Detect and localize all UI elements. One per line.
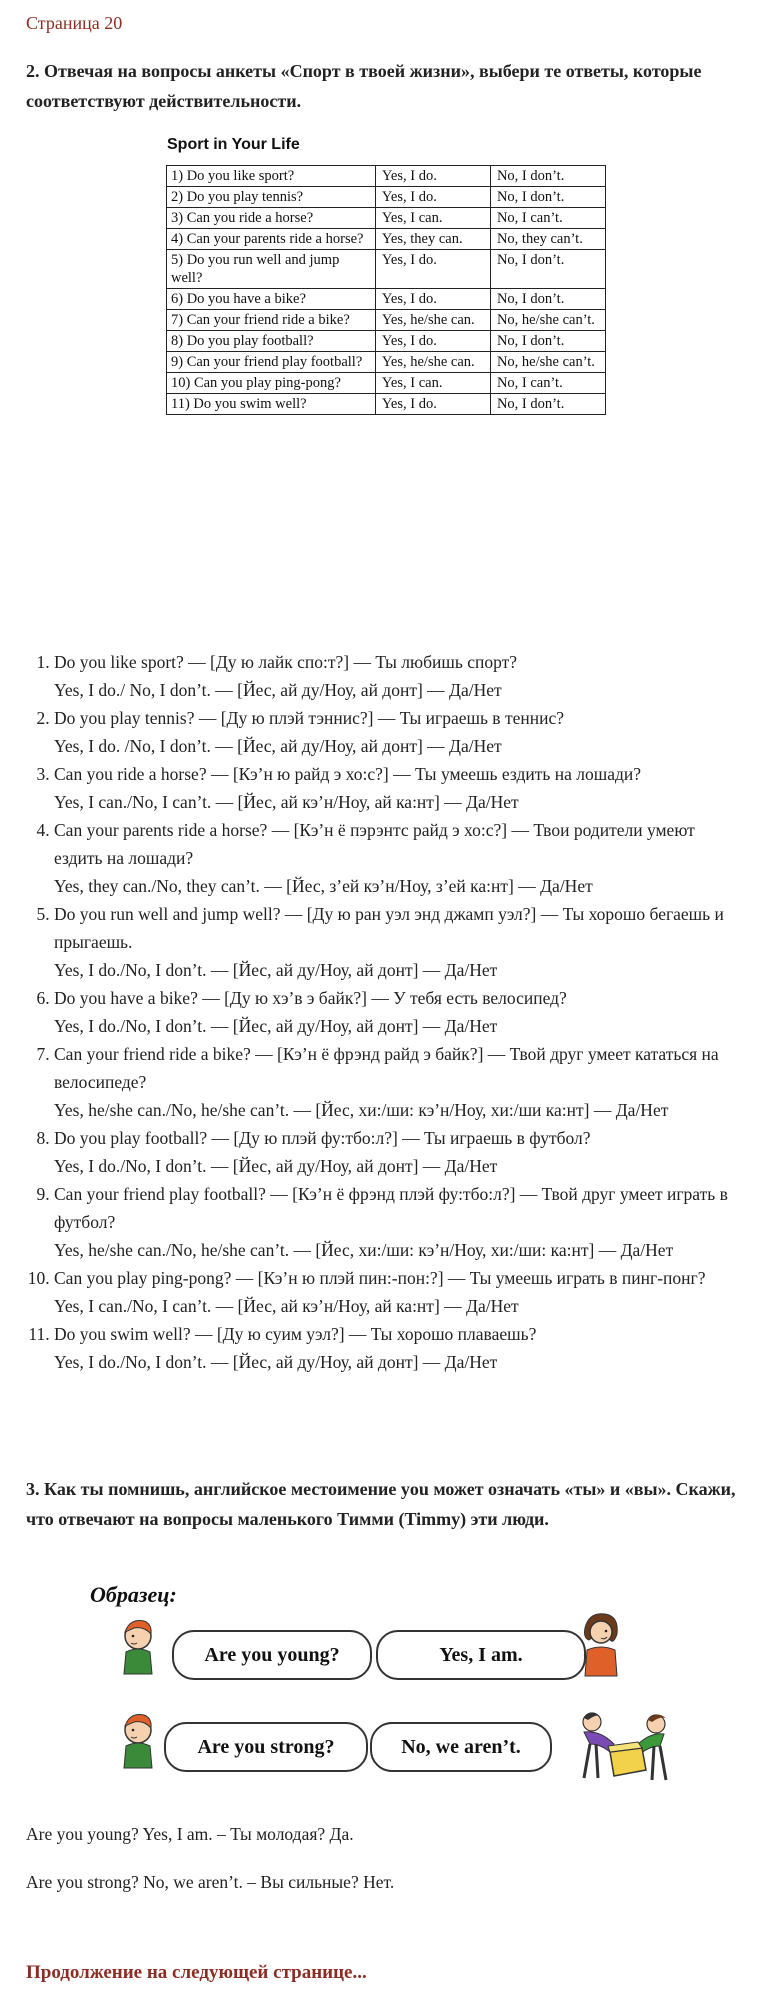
speech-bubble: Are you young? (172, 1630, 372, 1680)
people-lifting-box-icon (570, 1708, 680, 1788)
table-row (167, 352, 606, 373)
yes-answer-cell: Yes, I do. (375, 394, 490, 415)
example-line: Are you young? Yes, I am. – Ты молодая? Да. (26, 1824, 354, 1844)
answer-text: Yes, I do. /No, I don’t. — [Йес, ай ду/Ноу, ай донт] — Да/Нет (54, 736, 502, 756)
question-text: 7. Can your friend ride a bike? — [Кэ’н ё фрэнд райд э байк?] — Твой друг умеет кататься на велосипеде? (54, 1044, 719, 1092)
no-answer-cell: No, I can’t. (490, 208, 605, 229)
question-text: 5. Do you run well and jump well? — [Ду ю ран уэл энд джамп уэл?] — Ты хорошо бегаешь и прыгаешь. (54, 904, 724, 952)
list-item (54, 1320, 744, 1376)
page-number: Страница 20 (26, 13, 123, 33)
question-cell: 9) Can your friend play football? (167, 352, 376, 373)
question-text: 1. Do you like sport? — [Ду ю лайк спо:т?] — Ты любишь спорт? (54, 652, 518, 672)
yes-answer-cell: Yes, I do. (375, 187, 490, 208)
question-text: 6. Do you have a bike? — [Ду ю хэ’в э байк?] — У тебя есть велосипед? (54, 988, 567, 1008)
question-cell: 11) Do you swim well? (167, 394, 376, 415)
answer-text: Yes, he/she can./No, he/she can’t. — [Йес, хи:/ши: кэ’н/Ноу, хи:/ши: ка:нт] — Да/Нет (54, 1240, 674, 1260)
table-row (167, 310, 606, 331)
question-cell: 6) Do you have a bike? (167, 289, 376, 310)
answer-text: Yes, I do./No, I don’t. — [Йес, ай ду/Ноу, ай донт] — Да/Нет (54, 1352, 498, 1372)
no-answer-cell: No, he/she can’t. (490, 352, 605, 373)
question-cell: 8) Do you play football? (167, 331, 376, 352)
question-cell: 4) Can your parents ride a horse? (167, 229, 376, 250)
no-answer-cell: No, I don’t. (490, 394, 605, 415)
table-row (167, 394, 606, 415)
table-row (167, 166, 606, 187)
yes-answer-cell: Yes, he/she can. (375, 352, 490, 373)
no-answer-cell: No, I don’t. (490, 187, 605, 208)
list-item (54, 648, 744, 704)
question-text: 4. Can your parents ride a horse? — [Кэ’н ё пэрэнтс райд э хо:с?] — Твои родители умеют ездить на лошади? (54, 820, 695, 868)
no-answer-cell: No, I don’t. (490, 166, 605, 187)
list-item (54, 1264, 744, 1320)
answer-text: Yes, I do./ No, I don’t. — [Йес, ай ду/Ноу, ай донт] — Да/Нет (54, 680, 502, 700)
answer-text: Yes, I can./No, I can’t. — [Йес, ай кэ’н/Ноу, ай ка:нт] — Да/Нет (54, 1296, 519, 1316)
list-item (54, 984, 744, 1040)
sample-label: Образец: (90, 1582, 177, 1607)
no-answer-cell: No, I don’t. (490, 250, 605, 289)
question-text: 2. Do you play tennis? — [Ду ю плэй тэннис?] — Ты играешь в теннис? (54, 708, 564, 728)
table-row (167, 373, 606, 394)
list-item (54, 704, 744, 760)
table-row (167, 208, 606, 229)
no-answer-cell: No, I don’t. (490, 289, 605, 310)
table-row (167, 289, 606, 310)
question-text: 8. Do you play football? — [Ду ю плэй фу:тбо:л?] — Ты играешь в футбол? (54, 1128, 591, 1148)
task-2-heading: 2. Отвечая на вопросы анкеты «Спорт в твоей жизни», выбери те ответы, которые соответствуют действительности. (26, 61, 702, 111)
yes-answer-cell: Yes, I can. (375, 208, 490, 229)
question-cell: 7) Can your friend ride a bike? (167, 310, 376, 331)
list-item (54, 1040, 744, 1124)
boy-figure-icon (118, 1710, 158, 1770)
yes-answer-cell: Yes, I do. (375, 289, 490, 310)
question-cell: 5) Do you run well and jump well? (167, 250, 376, 289)
answer-text: Yes, I do./No, I don’t. — [Йес, ай ду/Ноу, ай донт] — Да/Нет (54, 960, 498, 980)
list-item (54, 900, 744, 984)
sport-table (166, 165, 606, 415)
speech-bubble: No, we aren’t. (370, 1722, 552, 1772)
yes-answer-cell: Yes, they can. (375, 229, 490, 250)
table-row (167, 250, 606, 289)
question-cell: 2) Do you play tennis? (167, 187, 376, 208)
yes-answer-cell: Yes, I do. (375, 250, 490, 289)
question-text: 9. Can your friend play football? — [Кэ’н ё фрэнд плэй фу:тбо:л?] — Твой друг умеет играть в футбол? (54, 1184, 728, 1232)
list-item (54, 760, 744, 816)
question-cell: 3) Can you ride a horse? (167, 208, 376, 229)
answer-text: Yes, they can./No, they can’t. — [Йес, з’ей кэ’н/Ноу, з’ей ка:нт] — Да/Нет (54, 876, 593, 896)
table-row (167, 187, 606, 208)
answer-text: Yes, he/she can./No, he/she can’t. — [Йес, хи:/ши: кэ’н/Ноу, хи:/ши ка:нт] — Да/Нет (54, 1100, 669, 1120)
speech-bubble: Are you strong? (164, 1722, 368, 1772)
question-text: 10. Can you play ping-pong? — [Кэ’н ю плэй пин:-пон:?] — Ты умеешь играть в пинг-понг? (54, 1268, 706, 1288)
table-row (167, 229, 606, 250)
speech-bubble: Yes, I am. (376, 1630, 586, 1680)
answer-text: Yes, I do./No, I don’t. — [Йес, ай ду/Ноу, ай донт] — Да/Нет (54, 1016, 498, 1036)
task-3-heading: 3. Как ты помнишь, английское местоимение you может означать «ты» и «вы». Скажи, что отвечают на вопросы маленького Тимми (Timmy) эти люди. (26, 1479, 736, 1529)
table-row (167, 331, 606, 352)
yes-answer-cell: Yes, I can. (375, 373, 490, 394)
question-cell: 1) Do you like sport? (167, 166, 376, 187)
table-title: Sport in Your Life (167, 136, 300, 153)
answer-text: Yes, I can./No, I can’t. — [Йес, ай кэ’н/Ноу, ай ка:нт] — Да/Нет (54, 792, 519, 812)
yes-answer-cell: Yes, he/she can. (375, 310, 490, 331)
yes-answer-cell: Yes, I do. (375, 331, 490, 352)
continue-link[interactable]: Продолжение на следующей странице... (26, 1962, 367, 1983)
yes-answer-cell: Yes, I do. (375, 166, 490, 187)
question-text: 11. Do you swim well? — [Ду ю суим уэл?] — Ты хорошо плаваешь? (54, 1324, 537, 1344)
question-text: 3. Can you ride a horse? — [Кэ’н ю райд э хо:с?] — Ты умеешь ездить на лошади? (54, 764, 642, 784)
answers-list (54, 648, 744, 1376)
question-cell: 10) Can you play ping-pong? (167, 373, 376, 394)
list-item (54, 1180, 744, 1264)
answer-text: Yes, I do./No, I don’t. — [Йес, ай ду/Ноу, ай донт] — Да/Нет (54, 1156, 498, 1176)
no-answer-cell: No, they can’t. (490, 229, 605, 250)
no-answer-cell: No, I don’t. (490, 331, 605, 352)
list-item (54, 816, 744, 900)
no-answer-cell: No, he/she can’t. (490, 310, 605, 331)
example-line: Are you strong? No, we aren’t. – Вы сильные? Нет. (26, 1872, 395, 1892)
list-item (54, 1124, 744, 1180)
no-answer-cell: No, I can’t. (490, 373, 605, 394)
boy-figure-icon (118, 1616, 158, 1676)
